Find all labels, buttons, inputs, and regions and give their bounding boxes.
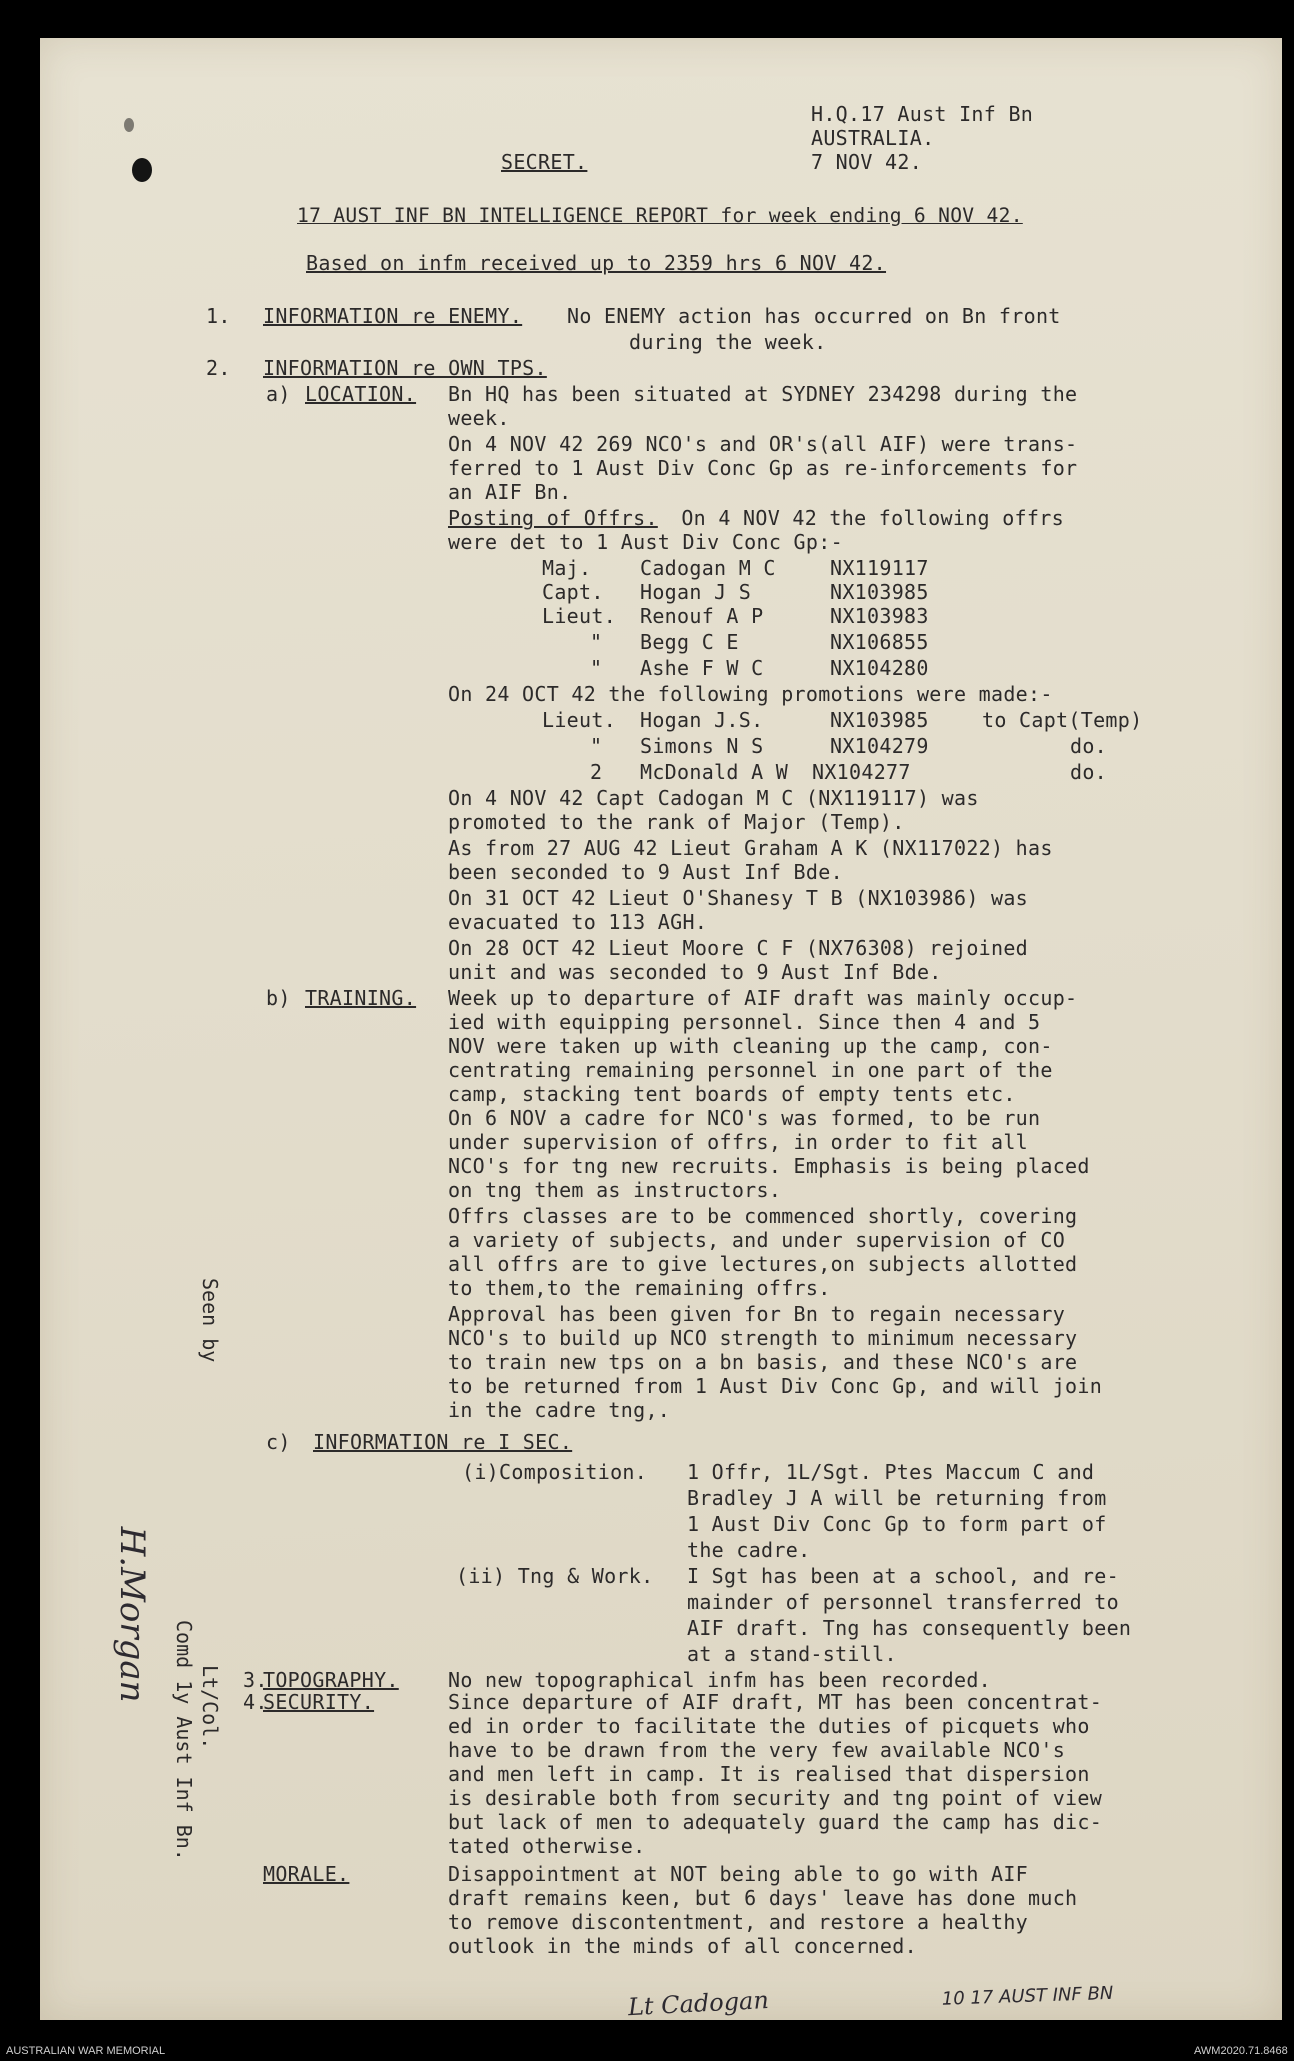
margin-signature [112,1505,192,1703]
report-title: 17 AUST INF BN INTELLIGENCE REPORT for week ending 6 NOV 42. [297,204,1023,227]
para-line: On 31 OCT 42 Lieut O'Shanesy T B (NX103986) was [448,886,1029,910]
security-line: have to be drawn from the very few available NCO's [448,1738,1066,1762]
composition-line: Bradley J A will be returning from [687,1486,1107,1510]
det-number: NX103983 [830,604,929,628]
tng-work-line: at a stand-still. [687,1642,897,1666]
det-number: NX106855 [830,630,929,654]
tng-work-line: mainder of personnel transferred to [687,1590,1119,1614]
bottom-signature [611,1958,770,2022]
security-heading: SECURITY. [263,1690,375,1714]
topography-heading: TOPOGRAPHY. [263,1668,399,1692]
promotion-intro: On 24 OCT 42 the following promotions were made:- [448,682,1053,706]
morale-line: draft remains keen, but 6 days' leave has done much [448,1886,1078,1910]
transfer-text: an AIF Bn. [448,480,572,504]
subsection-c-label: c) [266,1430,291,1454]
section-2-number: 2. [206,356,231,380]
training-line: under supervision of offrs, in order to fit all [448,1130,1029,1154]
punch-hole [132,158,152,182]
para-line: promoted to the rank of Major (Temp). [448,810,905,834]
security-line: ed in order to facilitate the duties of picquets who [448,1714,1090,1738]
det-name: Ashe F W C [640,656,764,680]
det-name: Begg C E [640,630,739,654]
security-line: but lack of men to adequately guard the camp has dic- [448,1810,1103,1834]
posting-text: were det to 1 Aust Div Conc Gp:- [448,530,843,554]
training-line: Approval has been given for Bn to regain necessary [448,1302,1066,1326]
training-line: NCO's to build up NCO strength to minimum necessary [448,1326,1078,1350]
training-line: in the cadre tng,. [448,1398,671,1422]
hq-place: AUSTRALIA. [811,126,935,150]
bottom-note-text: 10 17 AUST INF BN [941,1982,1114,2010]
punch-hole-mark [124,118,134,132]
transfer-text: ferred to 1 Aust Div Conc Gp as re-inforcements for [448,456,1078,480]
para-line: On 28 OCT 42 Lieut Moore C F (NX76308) rejoined [448,936,1029,960]
section-3-number: 3. [243,1668,268,1692]
section-4-number: 4. [243,1690,268,1714]
commanding-officer-rank: Lt/Col. [198,1665,222,1750]
det-name: Hogan J S [640,580,752,604]
tng-work-line: I Sgt has been at a school, and re- [687,1564,1119,1588]
promo-number: NX103985 [830,708,929,732]
training-line: On 6 NOV a cadre for NCO's was formed, to be run [448,1106,1041,1130]
posting-heading: Posting of Offrs. [448,506,658,530]
training-line: camp, stacking tent boards of empty tents etc. [448,1082,1016,1106]
promo-name: Hogan J.S. [640,708,764,732]
promo-rank: " [590,734,603,758]
training-line: to them,to the remaining offrs. [448,1276,831,1300]
det-rank: " [590,656,603,680]
para-line: unit and was seconded to 9 Aust Inf Bde. [448,960,942,984]
location-text: Bn HQ has been situated at SYDNEY 234298 during the [448,382,1078,406]
training-line: a variety of subjects, and under supervision of CO [448,1228,1066,1252]
promo-to: do. [1070,760,1108,784]
training-line: centrating remaining personnel in one part of the [448,1058,1053,1082]
section-1-heading: INFORMATION re ENEMY. [263,304,523,328]
security-line: Since departure of AIF draft, MT has been concentrat- [448,1690,1103,1714]
promo-number: NX104277 [812,760,911,784]
det-rank: Maj. [542,556,592,580]
training-line: on tng them as instructors. [448,1178,782,1202]
composition-line: 1 Aust Div Conc Gp to form part of [687,1512,1107,1536]
seen-by-label: Seen by [198,1278,222,1363]
det-number: NX103985 [830,580,929,604]
margin-signature-text: H.Morgan [112,1526,152,1703]
training-heading: TRAINING. [305,986,417,1010]
promo-to: do. [1070,734,1108,758]
hq-address: H.Q.17 Aust Inf Bn [811,102,1034,126]
morale-line: to remove discontentment, and restore a healthy [448,1910,1029,1934]
training-line: all offrs are to give lectures,on subjects allotted [448,1252,1078,1276]
subsection-a-label: a) [266,382,291,406]
commanding-officer-unit: Comd 1y Aust Inf Bn. [172,1620,196,1861]
training-line: to be returned from 1 Aust Div Conc Gp, and will join [448,1374,1103,1398]
security-line: tated otherwise. [448,1834,646,1858]
section-2-heading: INFORMATION re OWN TPS. [263,356,547,380]
posting-text: On 4 NOV 42 the following offrs [669,506,1064,530]
promo-to: to Capt(Temp) [982,708,1143,732]
composition-line: the cadre. [687,1538,811,1562]
section-1-text: No ENEMY action has occurred on Bn front [567,304,1061,328]
training-line: to train new tps on a bn basis, and these NCO's are [448,1350,1078,1374]
training-line: NCO's for tng new recruits. Emphasis is being placed [448,1154,1090,1178]
location-heading: LOCATION. [305,382,417,406]
security-line: is desirable both from security and tng point of view [448,1786,1103,1810]
bottom-handwritten-note [929,1962,1113,2010]
para-line: been seconded to 9 Aust Inf Bde. [448,860,843,884]
tng-work-label: (ii) Tng & Work. [456,1564,654,1588]
report-subtitle: Based on infm received up to 2359 hrs 6 NOV 42. [306,251,887,275]
morale-line: Disappointment at NOT being able to go with AIF [448,1862,1029,1886]
training-line: Offrs classes are to be commenced shortly, covering [448,1204,1078,1228]
det-number: NX104280 [830,656,929,680]
footer-institution: AUSTRALIAN WAR MEMORIAL [6,2045,166,2057]
para-line: On 4 NOV 42 Capt Cadogan M C (NX119117) was [448,786,979,810]
training-line: NOV were taken up with cleaning up the camp, con- [448,1034,1053,1058]
morale-line: outlook in the minds of all concerned. [448,1934,917,1958]
composition-label: (i)Composition. [462,1460,648,1484]
subsection-b-label: b) [266,986,291,1010]
det-number: NX119117 [830,556,929,580]
promo-rank: Lieut. [542,708,617,732]
section-1-text: during the week. [629,330,827,354]
promo-name: Simons N S [640,734,764,758]
location-text: week. [448,406,510,430]
det-name: Cadogan M C [640,556,776,580]
training-line: ied with equipping personnel. Since then 4 and 5 [448,1010,1041,1034]
transfer-text: On 4 NOV 42 269 NCO's and OR's(all AIF) were trans- [448,432,1078,456]
para-line: As from 27 AUG 42 Lieut Graham A K (NX117022) has [448,836,1053,860]
det-name: Renouf A P [640,604,764,628]
bottom-signature-text: Lt Cadogan [627,1985,770,2022]
promo-number: NX104279 [830,734,929,758]
report-date: 7 NOV 42. [811,150,923,174]
tng-work-line: AIF draft. Tng has consequently been [687,1616,1132,1640]
footer-accession-number: AWM2020.71.8468 [1194,2045,1288,2057]
det-rank: Lieut. [542,604,617,628]
composition-line: 1 Offr, 1L/Sgt. Ptes Maccum C and [687,1460,1095,1484]
promo-rank: 2 [590,760,603,784]
training-line: Week up to departure of AIF draft was mainly occup- [448,986,1078,1010]
isec-heading: INFORMATION re I SEC. [313,1430,573,1454]
promo-name: McDonald A W [640,760,789,784]
topography-text: No new topographical infm has been recorded. [448,1668,992,1692]
para-line: evacuated to 113 AGH. [448,910,708,934]
det-rank: " [590,630,603,654]
det-rank: Capt. [542,580,604,604]
section-1-number: 1. [206,304,231,328]
secret-marking: SECRET. [501,150,588,174]
security-line: and men left in camp. It is realised that dispersion [448,1762,1090,1786]
morale-heading: MORALE. [263,1862,350,1886]
